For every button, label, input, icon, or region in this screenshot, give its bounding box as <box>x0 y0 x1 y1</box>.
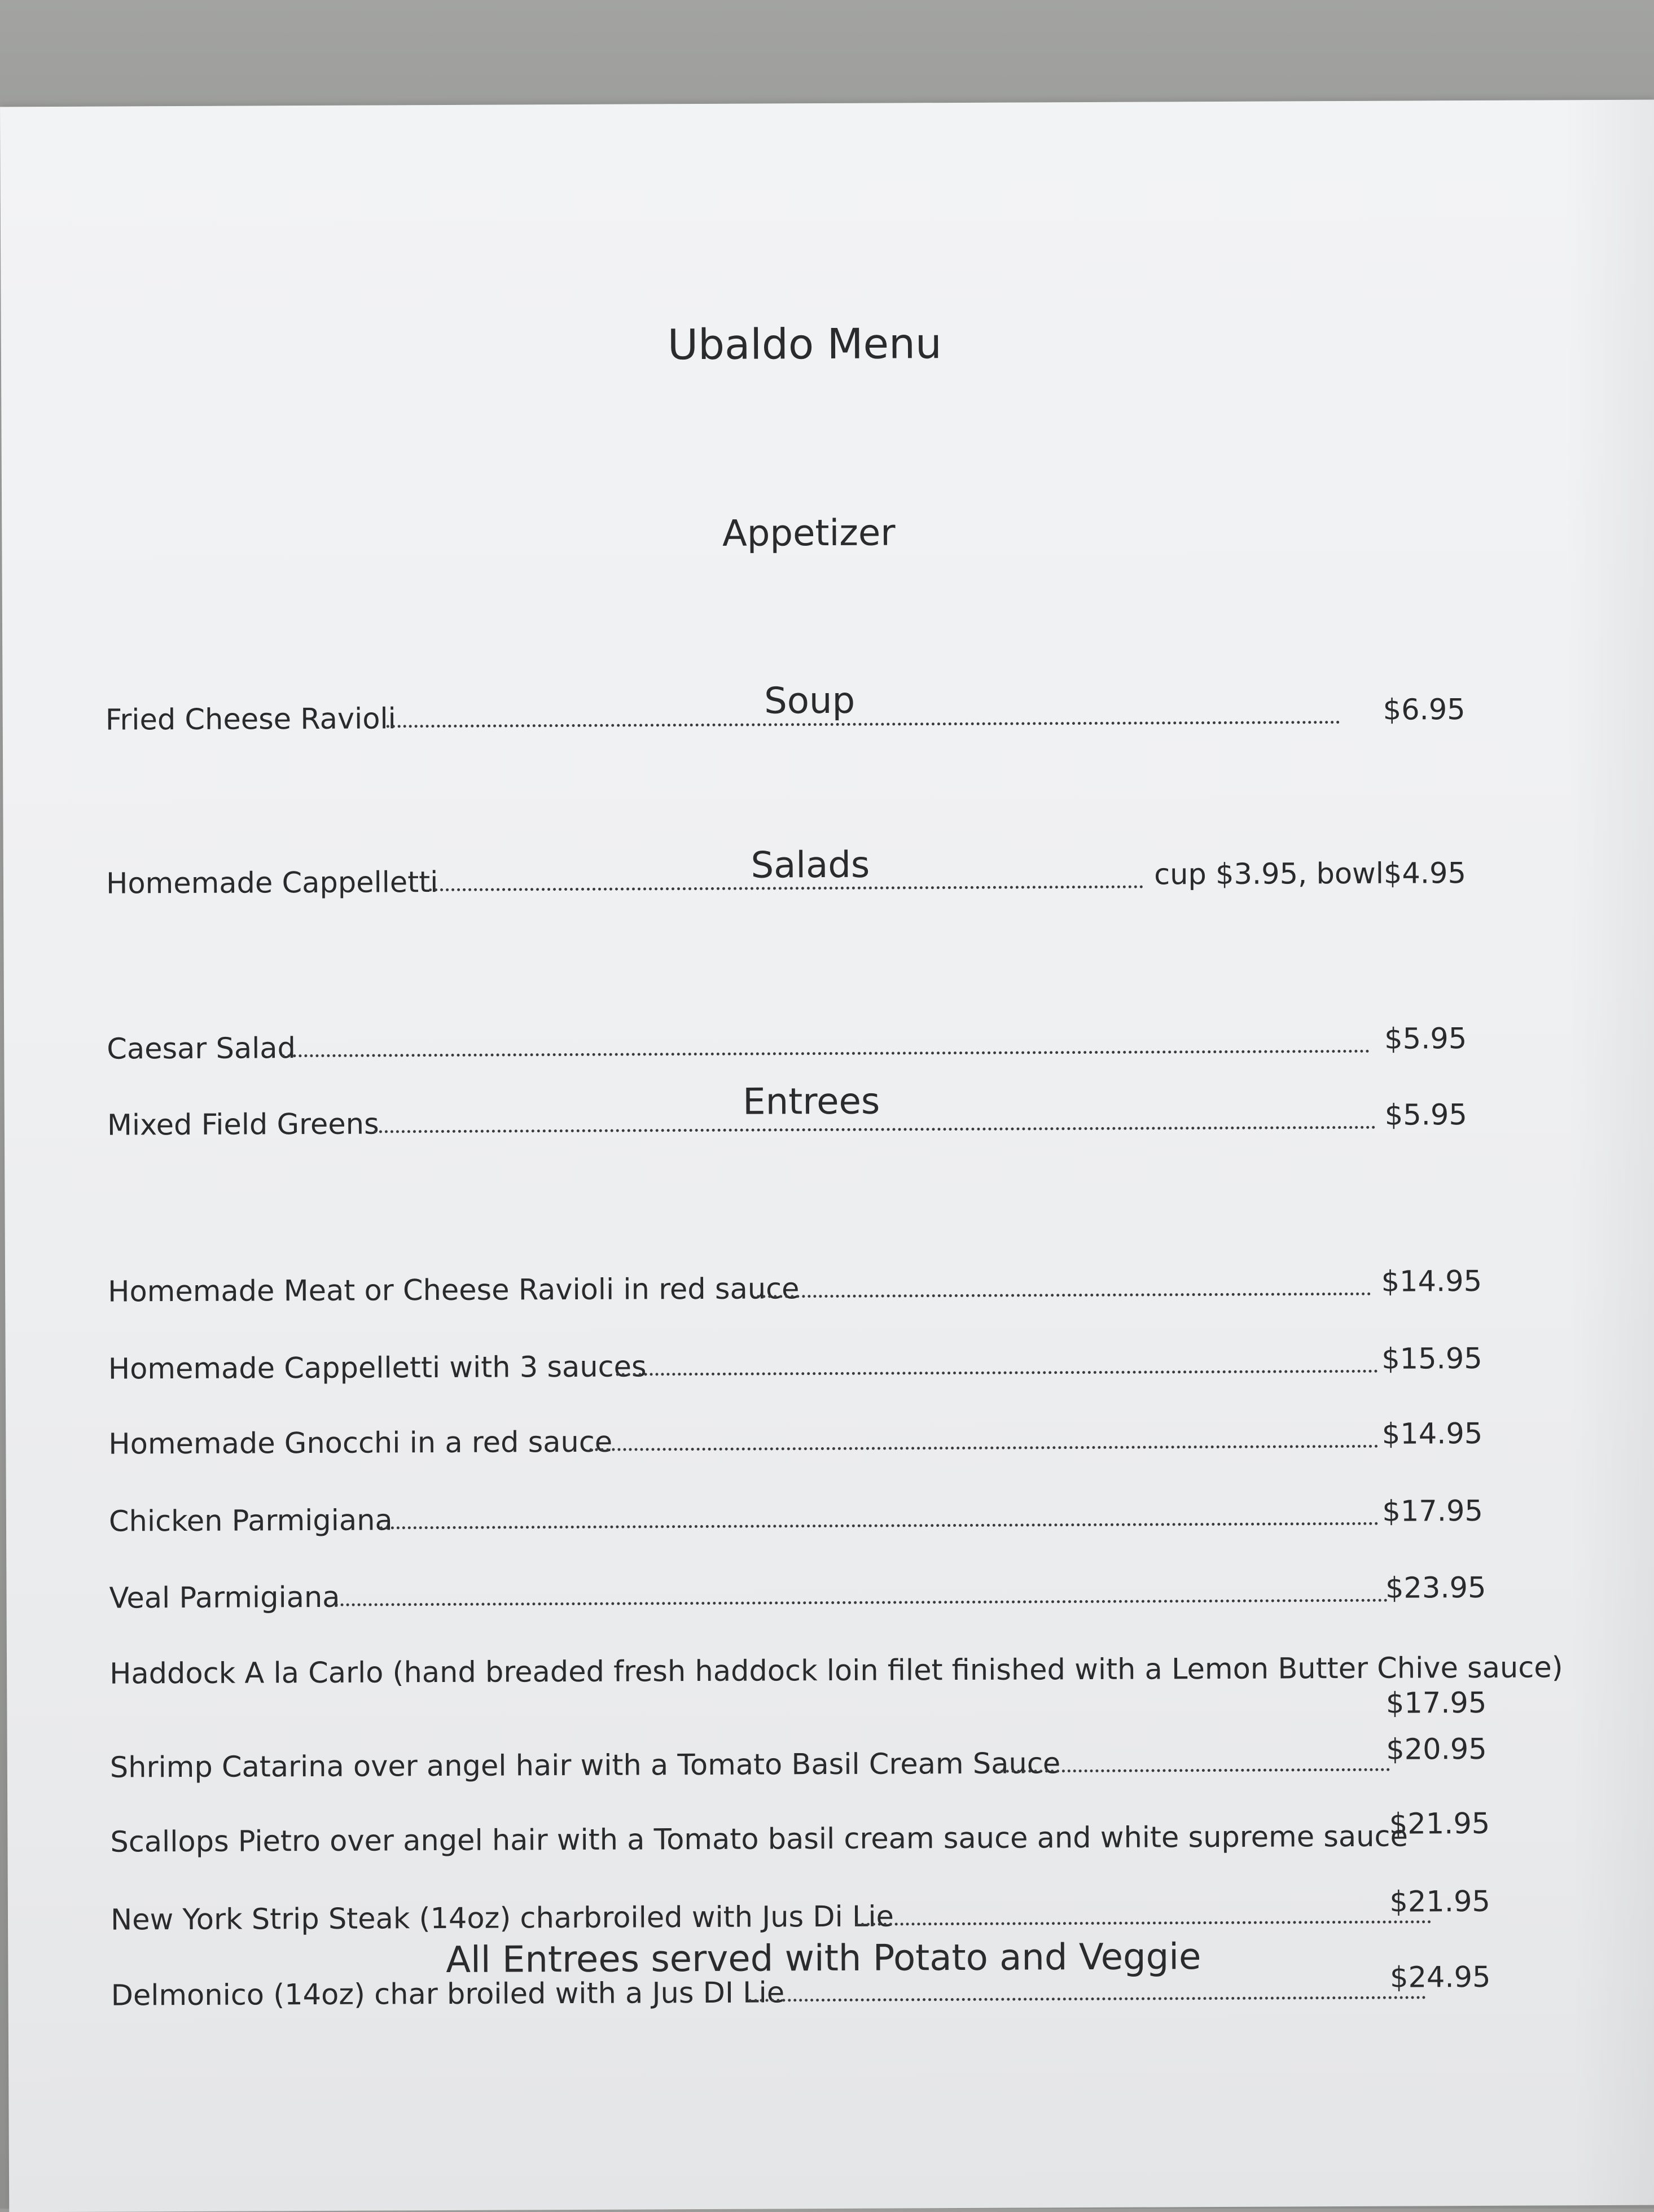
item-price: $5.95 <box>1384 1022 1467 1056</box>
item-name: Fried Cheese Ravioli <box>105 702 396 737</box>
item-name: Delmonico (14oz) char broiled with a Jus DI Lie <box>111 1976 785 2013</box>
section-heading-entrees: Entrees <box>743 1080 880 1123</box>
menu-item-ravioli-red-sauce <box>108 1264 1482 1323</box>
dot-leader <box>855 1920 1431 1925</box>
dot-leader <box>387 721 1340 728</box>
item-price: $17.95 <box>1382 1494 1484 1528</box>
menu-page <box>0 100 1654 2212</box>
item-name: Homemade Cappelletti with 3 sauces <box>108 1350 647 1386</box>
menu-item-gnocchi-red-sauce <box>108 1417 1483 1475</box>
item-name: Veal Parmigiana <box>109 1580 340 1615</box>
item-name: Scallops Pietro over angel hair with a Tomato basil cream sauce and white supreme sauce <box>110 1820 1409 1859</box>
item-name: Shrimp Catarina over angel hair with a Tomato Basil Cream Sauce <box>109 1747 1061 1785</box>
item-price: $17.95 <box>1385 1686 1487 1720</box>
dot-leader <box>616 1370 1378 1376</box>
item-price: $14.95 <box>1381 1417 1483 1451</box>
item-price: $14.95 <box>1381 1264 1482 1299</box>
menu-title: Ubaldo Menu <box>667 319 942 370</box>
menu-item-caesar-salad <box>107 1022 1467 1080</box>
menu-item-scallops-pietro <box>110 1807 1490 1873</box>
item-name: Homemade Gnocchi in a red sauce <box>108 1425 613 1461</box>
section-heading-salads: Salads <box>751 844 870 887</box>
dot-leader <box>282 1050 1370 1057</box>
dot-leader <box>589 1445 1378 1451</box>
dot-leader <box>335 1599 1388 1606</box>
item-price: $21.95 <box>1389 1807 1490 1841</box>
section-heading-appetizer: Appetizer <box>722 512 896 555</box>
menu-item-cappelletti-3-sauces <box>108 1342 1482 1400</box>
dot-leader <box>757 1293 1371 1298</box>
item-name: Haddock A la Carlo (hand breaded fresh haddock loin filet finished with a Lemon Butter Chive sauce) <box>109 1651 1563 1691</box>
dot-leader <box>749 1996 1426 2001</box>
item-name: Chicken Parmigiana <box>108 1504 393 1539</box>
dot-leader <box>380 1522 1379 1530</box>
item-price: $5.95 <box>1384 1098 1467 1132</box>
menu-item-veal-parmigiana <box>109 1571 1486 1630</box>
item-price: $21.95 <box>1389 1885 1491 1919</box>
item-price: $23.95 <box>1385 1571 1486 1605</box>
section-heading-soup: Soup <box>764 680 855 722</box>
item-price: $15.95 <box>1381 1342 1482 1376</box>
dot-leader <box>374 1126 1376 1133</box>
menu-item-delmonico <box>111 1960 1491 2027</box>
item-price: $6.95 <box>1383 693 1466 727</box>
item-price: $20.95 <box>1386 1732 1487 1767</box>
menu-item-haddock-a-la-carlo <box>109 1651 1563 1739</box>
item-name: Mixed Field Greens <box>107 1107 379 1142</box>
item-name: Homemade Cappelletti <box>106 866 438 901</box>
footer-note: All Entrees served with Potato and Veggie <box>446 1936 1201 1981</box>
item-price: cup $3.95, bowl$4.95 <box>1153 857 1467 892</box>
menu-item-shrimp-catarina <box>109 1732 1487 1799</box>
item-name: Homemade Meat or Cheese Ravioli in red sauce <box>108 1272 800 1309</box>
item-price: $24.95 <box>1389 1960 1491 1995</box>
item-name: New York Strip Steak (14oz) charbroiled with Jus Di Lie <box>110 1900 894 1937</box>
item-name: Caesar Salad <box>107 1032 296 1066</box>
menu-item-chicken-parmigiana <box>108 1494 1484 1553</box>
